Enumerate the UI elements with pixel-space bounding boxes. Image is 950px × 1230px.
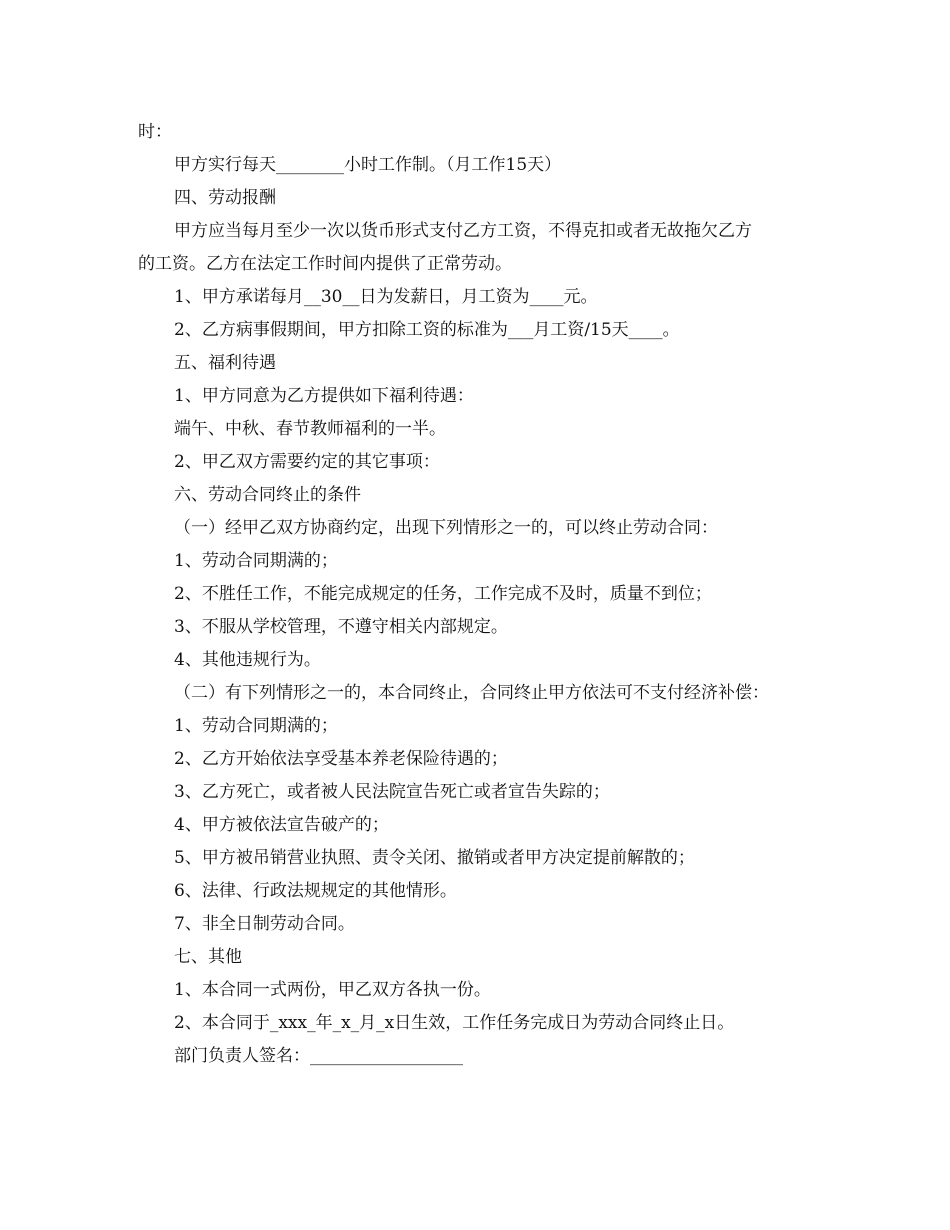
list-item: 2、本合同于_xxx_年_x_月_x日生效，工作任务完成日为劳动合同终止日。 — [174, 1013, 735, 1033]
list-item: 1、本合同一式两份，甲乙双方各执一份。 — [174, 980, 491, 1000]
list-item: 5、甲方被吊销营业执照、责令关闭、撤销或者甲方决定提前解散的； — [174, 848, 695, 868]
list-item: 3、不服从学校管理，不遵守相关内部规定。 — [174, 617, 508, 637]
text-line: 甲方实行每天________小时工作制。（月工作15天） — [174, 155, 562, 175]
document-body — [138, 116, 828, 1073]
list-item: 4、其他违规行为。 — [174, 650, 321, 670]
text-line: 端午、中秋、春节教师福利的一半。 — [174, 419, 446, 439]
list-item: 1、劳动合同期满的； — [174, 551, 338, 571]
section-heading: 四、劳动报酬 — [174, 188, 276, 208]
list-item: 4、甲方被依法宣告破产的； — [174, 815, 389, 835]
subsection-heading: （二）有下列情形之一的，本合同终止，合同终止甲方依法可不支付经济补偿： — [174, 683, 769, 703]
text-line: 1、甲方同意为乙方提供如下福利待遇： — [174, 386, 474, 406]
text-line: 甲方应当每月至少一次以货币形式支付乙方工资，不得克扣或者无故拖欠乙方 — [174, 221, 752, 241]
text-line: 时： — [138, 122, 172, 142]
list-item: 6、法律、行政法规规定的其他情形。 — [174, 881, 457, 901]
signature-line: 部门负责人签名：__________________ — [174, 1046, 463, 1066]
text-line: 2、甲乙双方需要约定的其它事项： — [174, 452, 440, 472]
section-heading: 五、福利待遇 — [174, 353, 276, 373]
list-item: 7、非全日制劳动合同。 — [174, 914, 355, 934]
text-line: 的工资。乙方在法定工作时间内提供了正常劳动。 — [138, 254, 512, 274]
list-item: 1、劳动合同期满的； — [174, 716, 338, 736]
list-item: 2、乙方开始依法享受基本养老保险待遇的； — [174, 749, 508, 769]
list-item: 2、不胜任工作，不能完成规定的任务，工作完成不及时，质量不到位； — [174, 584, 712, 604]
text-line: 1、甲方承诺每月__30__日为发薪日，月工资为____元。 — [174, 287, 598, 307]
subsection-heading: （一）经甲乙双方协商约定，出现下列情形之一的，可以终止劳动合同： — [174, 518, 718, 538]
section-heading: 六、劳动合同终止的条件 — [174, 485, 361, 505]
list-item: 3、乙方死亡，或者被人民法院宣告死亡或者宣告失踪的； — [174, 782, 610, 802]
text-line: 2、乙方病事假期间，甲方扣除工资的标准为___月工资/15天____。 — [174, 320, 680, 340]
section-heading: 七、其他 — [174, 947, 242, 967]
